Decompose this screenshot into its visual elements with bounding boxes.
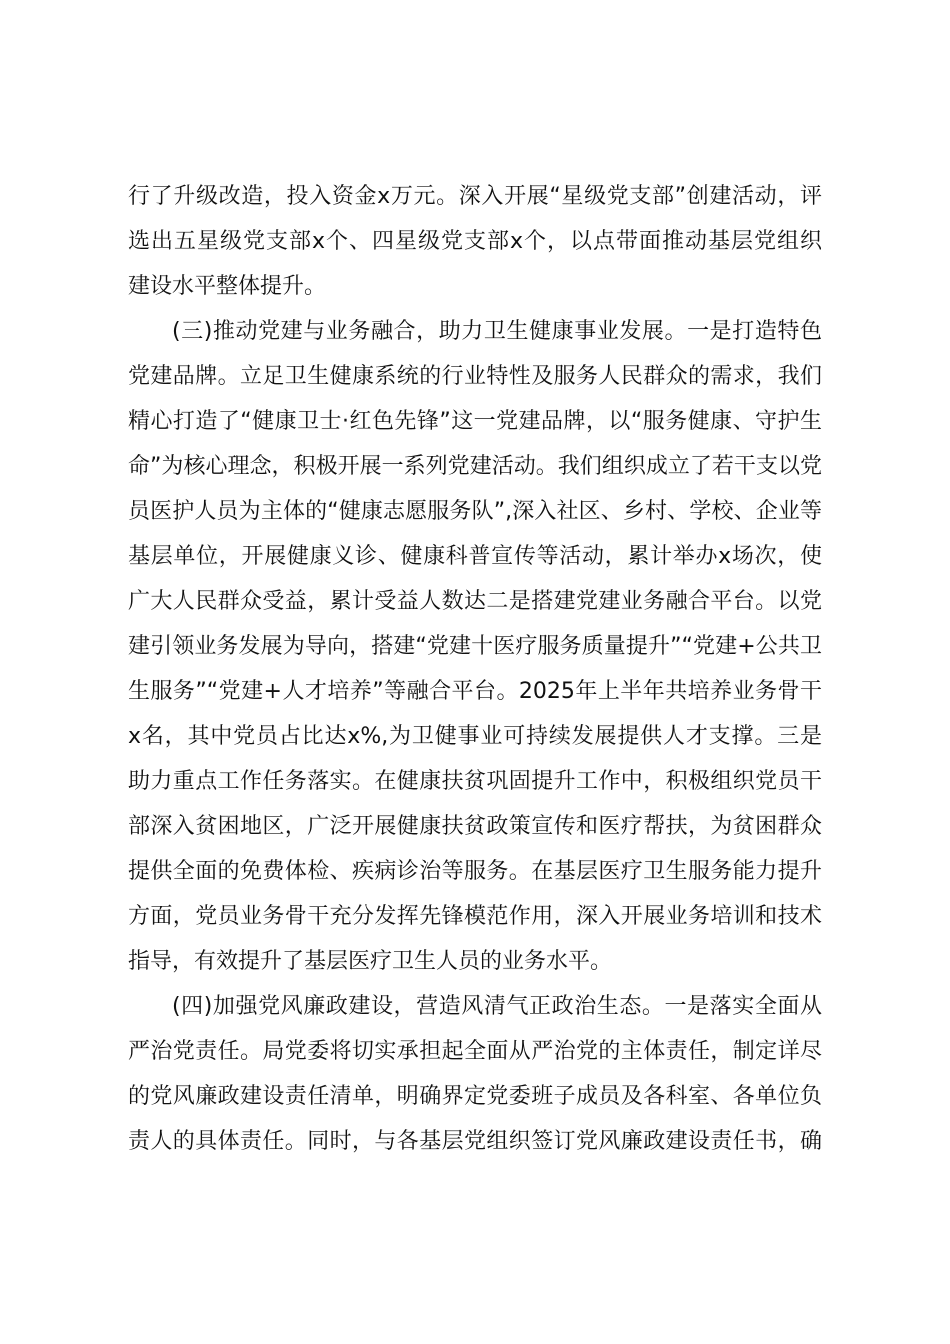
text-line: 方面，党员业务骨干充分发挥先锋模范作用，深入开展业务培训和技术 [128,904,822,929]
text-line: 提供全面的免费体检、疾病诊治等服务。在基层医疗卫生服务能力提升 [128,859,822,884]
text-line: 部深入贫困地区，广泛开展健康扶贫政策宣传和医疗帮扶，为贫困群众 [128,814,822,839]
text-line: 建设水平整体提升。 [128,274,327,299]
text-line: (三)推动党建与业务融合，助力卫生健康事业发展。一是打造特色 [172,319,822,344]
text-line: 生服务”“党建+人才培养”等融合平台。2025年上半年共培养业务骨干 [128,679,822,704]
text-line: 的党风廉政建设责任清单，明确界定党委班子成员及各科室、各单位负 [128,1084,822,1109]
text-line: 建引领业务发展为导向，搭建“党建十医疗服务质量提升”“党建+公共卫 [128,634,822,659]
text-line: 助力重点工作任务落实。在健康扶贫巩固提升工作中，积极组织党员干 [128,769,822,794]
text-line: 选出五星级党支部x个、四星级党支部x个，以点带面推动基层党组织 [128,229,822,254]
text-line: 行了升级改造，投入资金x万元。深入开展“星级党支部”创建活动，评 [128,184,822,209]
text-line: 严治党责任。局党委将切实承担起全面从严治党的主体责任，制定详尽 [128,1039,822,1064]
text-line: 精心打造了“健康卫士·红色先锋”这一党建品牌，以“服务健康、守护生 [128,409,822,434]
text-line: x名，其中党员占比达x%,为卫健事业可持续发展提供人才支撑。三是 [128,724,822,749]
text-line: 广大人民群众受益，累计受益人数达二是搭建党建业务融合平台。以党 [128,589,822,614]
document-body [128,174,822,1164]
text-line: 基层单位，开展健康义诊、健康科普宣传等活动，累计举办x场次，使 [128,544,822,569]
text-line: 员医护人员为主体的“健康志愿服务队”,深入社区、乡村、学校、企业等 [128,499,822,524]
text-line: 责人的具体责任。同时，与各基层党组织签订党风廉政建设责任书，确 [128,1129,822,1154]
text-line: 党建品牌。立足卫生健康系统的行业特性及服务人民群众的需求，我们 [128,364,822,389]
text-line: 指导，有效提升了基层医疗卫生人员的业务水平。 [128,949,613,974]
text-line: 命”为核心理念，积极开展一系列党建活动。我们组织成立了若干支以党 [128,454,822,479]
text-line: (四)加强党风廉政建设，营造风清气正政治生态。一是落实全面从 [172,994,822,1019]
